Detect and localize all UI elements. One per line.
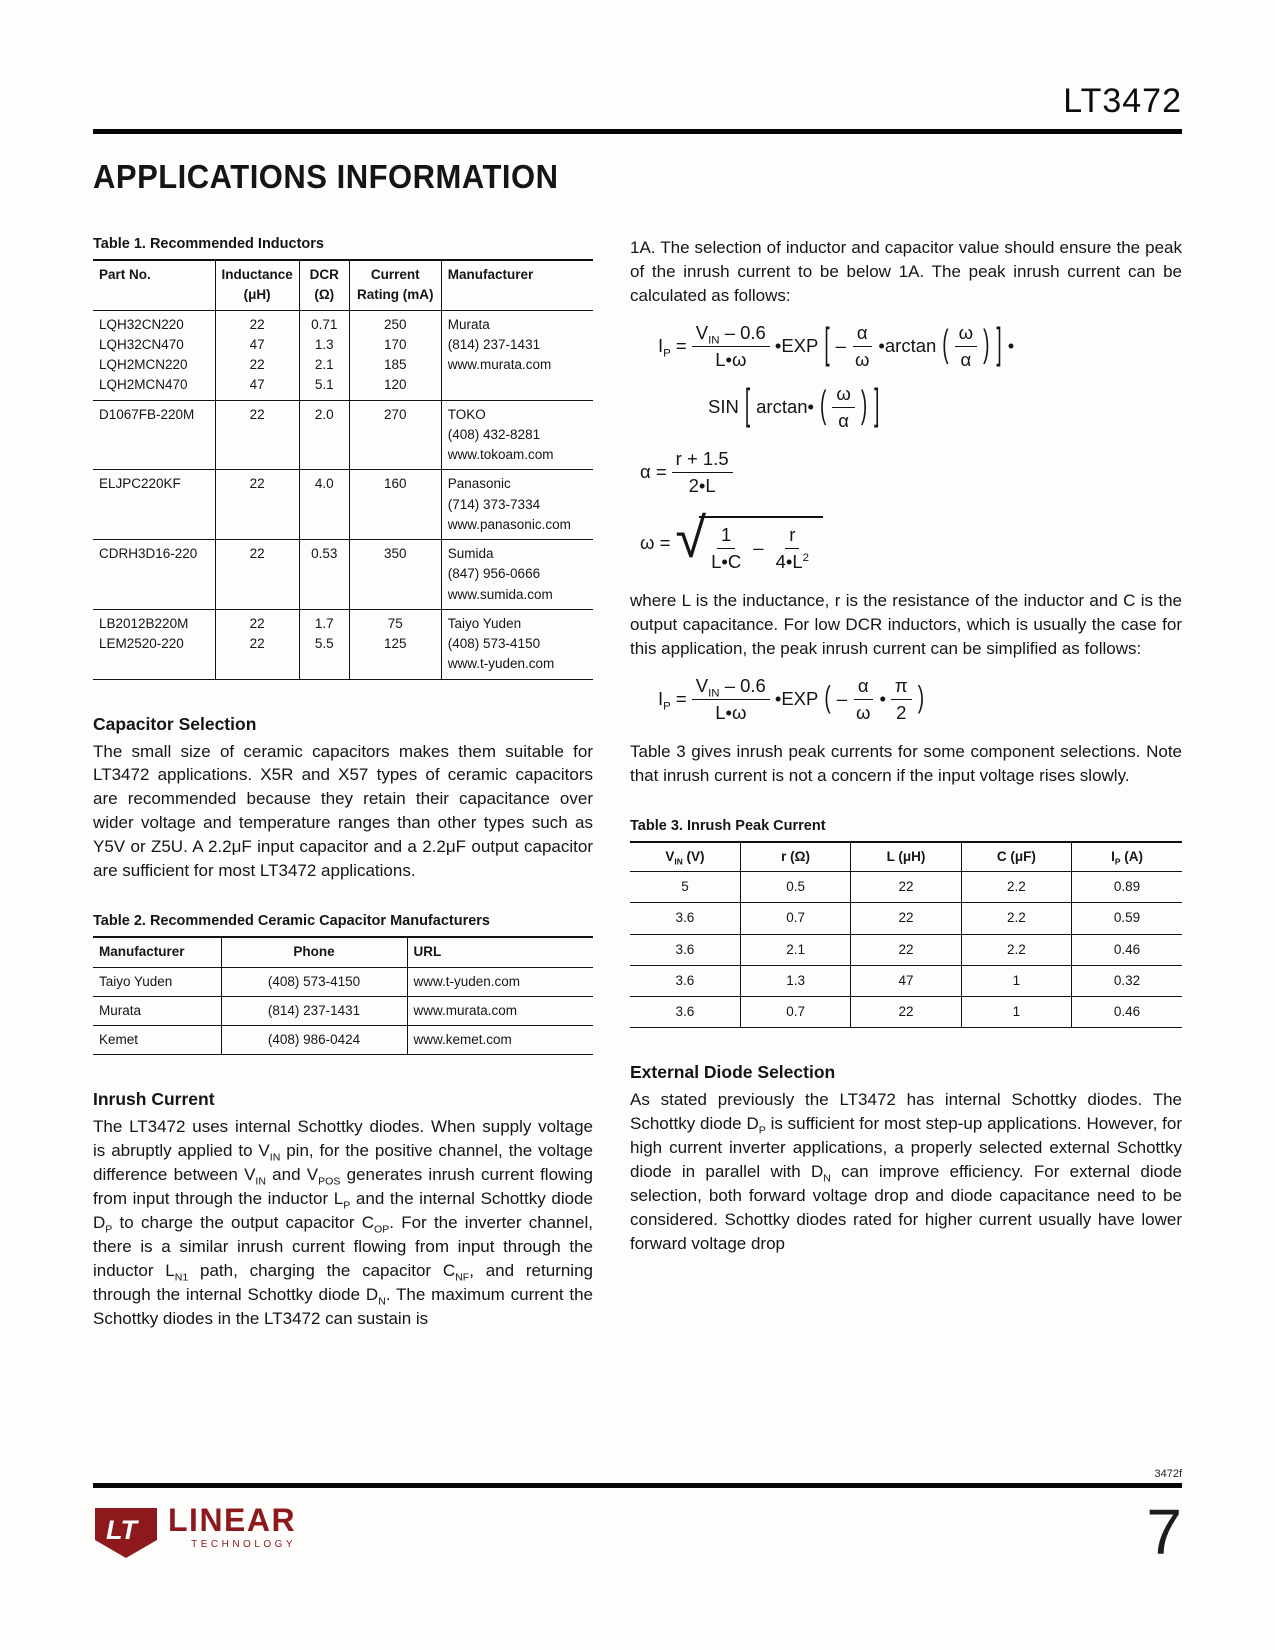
cell-c: 1 — [961, 997, 1071, 1028]
fraction: $\frac{\pi}{2}$ — [891, 675, 912, 724]
col-header-inductance: Inductance (μH) — [215, 260, 299, 310]
col-header-url: URL — [407, 937, 593, 967]
lt-logo-mark-icon — [93, 1504, 159, 1562]
cell-manufacturer: Murata (814) 237-1431 www.murata.com — [441, 310, 593, 400]
external-diode-paragraph: As stated previously the LT3472 has internal Schottky diodes. The Schottky diode $D_P$ is sufficient for most step-up applications. However, for high current inverter applications, a properly selected external Schottky diode in parallel with $D_N$ can improve efficiency. For external diode selection, both forward voltage drop and diode capacitance need to be considered. Schottky diodes rated for higher current usually have lower forward voltage drop — [630, 1090, 1182, 1254]
inrush-current-paragraph: The LT3472 uses internal Schottky diodes. When supply voltage is abruptly applied to $V_{IN}$ pin, for the positive channel, the voltage difference between $V_{IN}$ and $V_{POS}$ generates inrush current flowing from input through the inductor $L_P$ and the internal Schottky diode $D_P$ to charge the output capacitor $C_{OP}$. For the inverter channel, there is a similar inrush current flowing from input through the inductor $L_{N1}$ path, charging the capacitor $C_{NF}$, and returning through the internal Schottky diode $D_N$. The maximum current the Schottky diodes in the LT3472 can sustain is — [93, 1117, 593, 1329]
cell-inductance: 22 — [215, 470, 299, 540]
left-paren: ( — [820, 385, 827, 428]
table-row — [93, 967, 593, 996]
arctan-operator: •arctan — [878, 335, 937, 357]
cell-inductance: 22 — [215, 400, 299, 470]
table-row — [630, 903, 1182, 934]
cell-phone: (408) 573-4150 — [221, 967, 407, 996]
cell-phone: (814) 237-1431 — [221, 996, 407, 1025]
exp-operator: •EXP — [774, 688, 819, 710]
cell-manufacturer: Taiyo Yuden — [99, 973, 173, 989]
linear-technology-logo — [93, 1504, 296, 1562]
cell-c: 2.2 — [961, 934, 1071, 965]
right-column — [630, 222, 1182, 1345]
cell-manufacturer: Murata — [99, 1002, 142, 1018]
formula-lhs: $I_P$ = — [658, 688, 687, 713]
table2-header-row — [93, 937, 593, 967]
table3-header-row — [630, 842, 1182, 872]
cell-inductance: 22 22 — [215, 609, 299, 679]
col-header-dcr: DCR (Ω) — [299, 260, 349, 310]
footer-row — [93, 1496, 1182, 1569]
logo-linear-wordmark: LINEAR — [168, 1502, 297, 1538]
page-content — [93, 0, 1182, 1345]
right-bracket: ] — [996, 321, 1002, 369]
part-number: LT3472 — [1063, 82, 1182, 120]
cell-l: 22 — [851, 997, 961, 1028]
fraction: $\frac{\alpha}{\omega}$ — [851, 322, 873, 371]
col-header-r: r (Ω) — [740, 842, 850, 872]
left-column — [93, 222, 593, 1345]
table-row — [93, 996, 593, 1025]
cell-dcr: 0.71 1.3 2.1 5.1 — [299, 310, 349, 400]
cell-url: www.murata.com — [407, 996, 593, 1025]
cell-vin: 3.6 — [675, 972, 695, 988]
left-bracket: [ — [824, 321, 830, 369]
arctan-operator: arctan• — [756, 396, 815, 418]
cell-part-no: CDRH3D16-220 — [99, 546, 198, 561]
cell-phone: (408) 986-0424 — [221, 1026, 407, 1055]
capacitor-selection-paragraph: The small size of ceramic capacitors makes them suitable for LT3472 applications. X5R and X57 types of ceramic capacitors are recommended because they retain their capacitance over wider voltage and temperature ranges than other types such as Y5V or Z5U. A 2.2μF input capacitor and a 2.2μF output capacitor are sufficient for most LT3472 applications. — [93, 741, 593, 881]
page-footer — [93, 1468, 1182, 1569]
col-header-ip: $I_P$ (A) — [1072, 842, 1182, 872]
table1-caption: Table 1. Recommended Inductors — [93, 236, 324, 252]
right-bracket: ] — [874, 382, 880, 430]
sin-operator: SIN — [708, 396, 739, 418]
cell-c: 2.2 — [961, 903, 1071, 934]
table3-note-paragraph: Table 3 gives inrush peak currents for some component selections. Note that inrush current is not a concern if the input voltage rises slowly. — [630, 741, 1182, 785]
cell-part-no: D1067FB-220M — [99, 406, 195, 422]
cell-manufacturer: Kemet — [99, 1032, 139, 1048]
header-rule — [93, 129, 1182, 134]
formula-peak-inrush-current — [630, 322, 1182, 432]
table-row — [93, 540, 593, 610]
col-header-manufacturer: Manufacturer — [93, 937, 221, 967]
col-header-current-rating: Current Rating (mA) — [349, 260, 441, 310]
table1-header-row — [93, 260, 593, 310]
cell-dcr: 1.7 5.5 — [299, 609, 349, 679]
fraction: $\frac{V_{IN} - 0.6}{L•\omega}$ — [692, 322, 770, 371]
table-row — [630, 934, 1182, 965]
cell-current: 160 — [349, 470, 441, 540]
minus-sign: – — [753, 537, 764, 559]
formula-simplified-inrush — [630, 675, 1182, 724]
footer-rule — [93, 1483, 1182, 1488]
lt-logo-mark-text: LT — [106, 1515, 137, 1545]
table-row — [630, 872, 1182, 903]
right-paren: ) — [860, 385, 868, 428]
formula-lhs: α = — [640, 461, 667, 483]
col-header-l: L (μH) — [851, 842, 961, 872]
where-paragraph: where L is the inductance, r is the resistance of the inductor and C is the output capacitance. For low DCR inductors, which is usually the case for this application, the peak inrush current can be simplified as follows: — [630, 590, 1182, 658]
cell-dcr: 0.53 — [299, 540, 349, 610]
table3-caption: Table 3. Inrush Peak Current — [630, 817, 826, 834]
cell-l: 22 — [851, 903, 961, 934]
table2-caption: Table 2. Recommended Ceramic Capacitor Manufacturers — [93, 913, 490, 930]
inrush-peak-current-table — [630, 841, 1182, 1029]
cell-r: 0.5 — [740, 872, 850, 903]
cell-inductance: 22 — [215, 540, 299, 610]
cell-part-no: ELJPC220KF — [99, 476, 181, 492]
logo-technology-wordmark: TECHNOLOGY — [191, 1539, 297, 1550]
cell-inductance: 22 47 22 47 — [215, 310, 299, 400]
cell-url: www.t-yuden.com — [407, 967, 593, 996]
col-header-manufacturer: Manufacturer — [441, 260, 593, 310]
fraction: $\frac{r}{4•L^2}$ — [775, 523, 810, 572]
table-row — [93, 609, 593, 679]
table-row — [93, 1026, 593, 1055]
table-row — [93, 400, 593, 470]
minus-sign: – — [836, 688, 847, 710]
multiply-dot: • — [879, 688, 886, 710]
cell-dcr: 2.0 — [299, 400, 349, 470]
radical-sign: √ — [675, 505, 707, 569]
cell-l: 47 — [851, 965, 961, 996]
page-header — [93, 0, 1182, 134]
square-root — [675, 505, 823, 573]
cell-vin: 3.6 — [675, 1004, 695, 1019]
cell-manufacturer: TOKO (408) 432-8281 www.tokoam.com — [441, 400, 593, 470]
minus-sign: – — [835, 335, 846, 357]
exp-operator: •EXP — [774, 335, 819, 357]
cell-ip: 0.46 — [1072, 934, 1182, 965]
capacitor-manufacturers-table — [93, 936, 593, 1055]
fraction: $\frac{V_{IN} - 0.6}{L•\omega}$ — [692, 675, 770, 724]
cell-part-no: LQH32CN220 LQH32CN470 LQH2MCN220 LQH2MCN470 — [99, 316, 188, 393]
radicand — [699, 516, 823, 573]
external-diode-heading: External Diode Selection — [630, 1062, 836, 1083]
formula-line — [708, 383, 1182, 432]
cell-vin: 5 — [681, 879, 689, 894]
cell-r: 0.7 — [740, 903, 850, 934]
cell-manufacturer: Taiyo Yuden (408) 573-4150 www.t-yuden.com — [441, 609, 593, 679]
fraction: $\frac{r + 1.5}{2•L}$ — [672, 448, 733, 497]
table-row — [93, 310, 593, 400]
cell-r: 2.1 — [740, 934, 850, 965]
right-paren: ) — [917, 681, 925, 716]
formula-lhs: ω = — [640, 531, 671, 553]
cell-vin: 3.6 — [675, 910, 695, 926]
formula-omega — [630, 505, 1182, 573]
fraction: $\frac{\omega}{\alpha}$ — [955, 322, 977, 371]
cell-manufacturer: Panasonic (714) 373-7334 www.panasonic.com — [441, 470, 593, 540]
table-row — [630, 997, 1182, 1028]
col-header-part-no: Part No. — [93, 260, 215, 310]
fraction: $\frac{\alpha}{\omega}$ — [852, 675, 874, 724]
recommended-inductors-table — [93, 259, 593, 680]
right-paren: ) — [983, 324, 990, 367]
cell-ip: 0.59 — [1072, 903, 1182, 934]
cell-l: 22 — [851, 872, 961, 903]
cell-current: 75 125 — [349, 609, 441, 679]
cell-r: 1.3 — [740, 965, 850, 996]
cell-current: 250 170 185 120 — [349, 310, 441, 400]
cell-dcr: 4.0 — [299, 470, 349, 540]
formula-line — [640, 505, 1182, 573]
two-column-layout — [93, 222, 1182, 1345]
formula-alpha — [630, 448, 1182, 497]
cell-url: www.kemet.com — [407, 1026, 593, 1055]
formula-lhs: $I_P$ = — [658, 335, 687, 361]
cell-c: 2.2 — [961, 872, 1071, 903]
col-header-phone: Phone — [221, 937, 407, 967]
cell-current: 270 — [349, 400, 441, 470]
page-number: 7 — [1146, 1496, 1182, 1569]
left-paren: ( — [824, 681, 831, 716]
formula-line — [658, 675, 1182, 724]
fraction: $\frac{1}{L•C}$ — [711, 523, 742, 572]
left-paren: ( — [942, 324, 949, 367]
cell-vin: 3.6 — [675, 941, 695, 957]
capacitor-selection-heading: Capacitor Selection — [93, 713, 257, 734]
col-header-c: C (μF) — [961, 842, 1071, 872]
cell-r: 0.7 — [740, 997, 850, 1028]
cell-l: 22 — [851, 934, 961, 965]
formula-line — [658, 322, 1182, 371]
table-row — [93, 470, 593, 540]
cell-c: 1 — [961, 965, 1071, 996]
multiply-dot: • — [1007, 335, 1015, 357]
cell-manufacturer: Sumida (847) 956-0666 www.sumida.com — [441, 540, 593, 610]
inrush-current-heading: Inrush Current — [93, 1089, 215, 1110]
col-header-vin: $V_{IN}$ (V) — [630, 842, 740, 872]
cell-ip: 0.46 — [1072, 997, 1182, 1028]
section-title: APPLICATIONS INFORMATION — [93, 158, 559, 196]
fraction: $\frac{\omega}{\alpha}$ — [832, 383, 854, 432]
left-bracket: [ — [744, 382, 751, 430]
cell-ip: 0.32 — [1072, 965, 1182, 996]
footer-doc-code: 3472f — [1154, 1468, 1182, 1480]
logo-text — [168, 1504, 296, 1550]
cell-current: 350 — [349, 540, 441, 610]
formula-line — [640, 448, 1182, 497]
cell-ip: 0.89 — [1072, 872, 1182, 903]
cell-part-no: LB2012B220M LEM2520-220 — [99, 615, 189, 651]
table-row — [630, 965, 1182, 996]
inrush-continued-paragraph: 1A. The selection of inductor and capacitor value should ensure the peak of the inrush current to be below 1A. The peak inrush current can be calculated as follows: — [630, 238, 1182, 305]
